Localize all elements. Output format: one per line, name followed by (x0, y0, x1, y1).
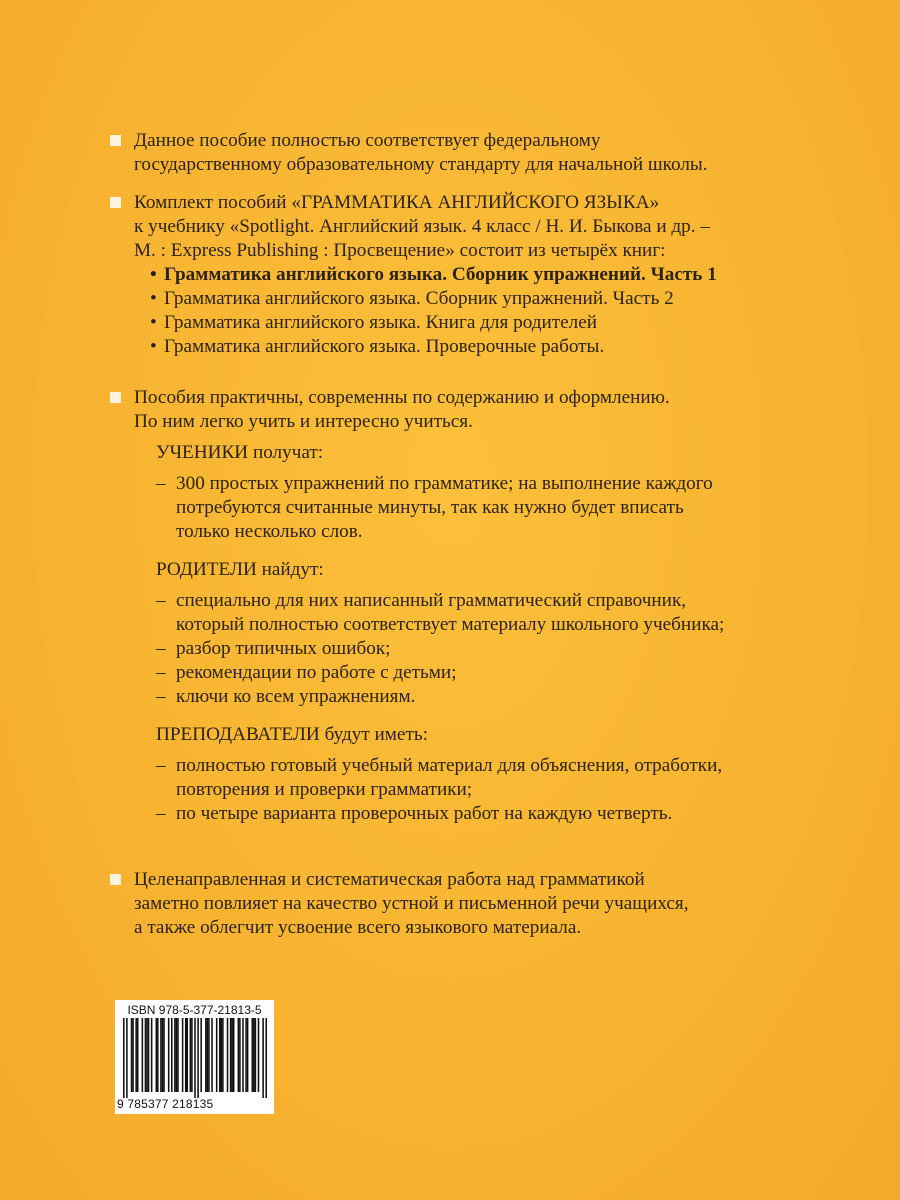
book-list (134, 263, 868, 359)
dash-bullet-icon: – (156, 638, 166, 659)
text-line: По ним легко учить и интересно учиться. (134, 411, 473, 432)
text-line: только несколько слов. (176, 521, 363, 542)
text-line: к учебнику «Spotlight. Английский язык. 4 класс / Н. И. Быкова и др. – (134, 216, 710, 237)
barcode-image (123, 1018, 267, 1098)
text-line: а также облегчит усвоение всего языкового материала. (134, 917, 582, 938)
book-title: Грамматика английского языка. Сборник упражнений. Часть 1 (164, 264, 717, 285)
section-book-set (108, 191, 868, 359)
book-title: Грамматика английского языка. Проверочные работы. (164, 336, 605, 357)
dot-bullet-icon: • (150, 312, 157, 333)
parents-benefit-item (108, 685, 868, 709)
section-benefits (108, 386, 868, 434)
square-bullet-icon (110, 135, 121, 146)
text-line: который полностью соответствует материалу школьного учебника; (176, 614, 725, 635)
text-line: заметно повлияет на качество устной и письменной речи учащихся, (134, 893, 689, 914)
text-line: М. : Express Publishing : Просвещение» состоит из четырёх книг: (134, 240, 666, 261)
section-conclusion (108, 868, 868, 940)
text-line: Комплект пособий «ГРАММАТИКА АНГЛИЙСКОГО ЯЗЫКА» (134, 192, 660, 213)
dash-bullet-icon: – (156, 590, 166, 611)
parents-benefit-item (108, 661, 868, 685)
dash-bullet-icon: – (156, 473, 166, 494)
square-bullet-icon (110, 874, 121, 885)
book-list-item (134, 287, 868, 311)
barcode-number: 9 785377 218135 (117, 1097, 214, 1111)
text-line: повторения и проверки грамматики; (176, 779, 473, 800)
text-line: по четыре варианта проверочных работ на каждую четверть. (176, 803, 673, 824)
text-line: государственному образовательному стандарту для начальной школы. (134, 154, 708, 175)
book-title: Грамматика английского языка. Книга для родителей (164, 312, 598, 333)
dot-bullet-icon: • (150, 264, 157, 285)
text-line: разбор типичных ошибок; (176, 638, 391, 659)
dot-bullet-icon: • (150, 288, 157, 309)
text-line: специально для них написанный грамматический справочник, (176, 590, 687, 611)
text-line: Данное пособие полностью соответствует федеральному (134, 130, 601, 151)
book-list-item (134, 335, 868, 359)
teachers-heading: ПРЕПОДАВАТЕЛИ будут иметь: (156, 724, 428, 745)
dot-bullet-icon: • (150, 336, 157, 357)
text-line: полностью готовый учебный материал для объяснения, отработки, (176, 755, 723, 776)
isbn-barcode-block (115, 1000, 274, 1114)
text-line: потребуются считанные минуты, так как нужно будет вписать (176, 497, 684, 518)
students-heading: УЧЕНИКИ получат: (156, 442, 324, 463)
parents-benefit-item (108, 589, 868, 637)
text-line: ключи ко всем упражнениям. (176, 686, 416, 707)
square-bullet-icon (110, 392, 121, 403)
text-line: рекомендации по работе с детьми; (176, 662, 457, 683)
teachers-benefit-item (108, 802, 868, 826)
parents-benefit-item (108, 637, 868, 661)
square-bullet-icon (110, 197, 121, 208)
annotation-text (108, 129, 868, 940)
dash-bullet-icon: – (156, 686, 166, 707)
teachers-benefit-item (108, 754, 868, 802)
text-line: 300 простых упражнений по грамматике; на выполнение каждого (176, 473, 713, 494)
students-benefit-item (108, 472, 868, 544)
book-list-item (134, 263, 868, 287)
dash-bullet-icon: – (156, 755, 166, 776)
parents-heading: РОДИТЕЛИ найдут: (156, 559, 324, 580)
dash-bullet-icon: – (156, 803, 166, 824)
book-list-item (134, 311, 868, 335)
book-title: Грамматика английского языка. Сборник упражнений. Часть 2 (164, 288, 674, 309)
text-line: Пособия практичны, современны по содержанию и оформлению. (134, 387, 670, 408)
isbn-label: ISBN 978-5-377-21813-5 (127, 1003, 262, 1017)
text-line: Целенаправленная и систематическая работа над грамматикой (134, 869, 645, 890)
dash-bullet-icon: – (156, 662, 166, 683)
section-standard (108, 129, 868, 177)
